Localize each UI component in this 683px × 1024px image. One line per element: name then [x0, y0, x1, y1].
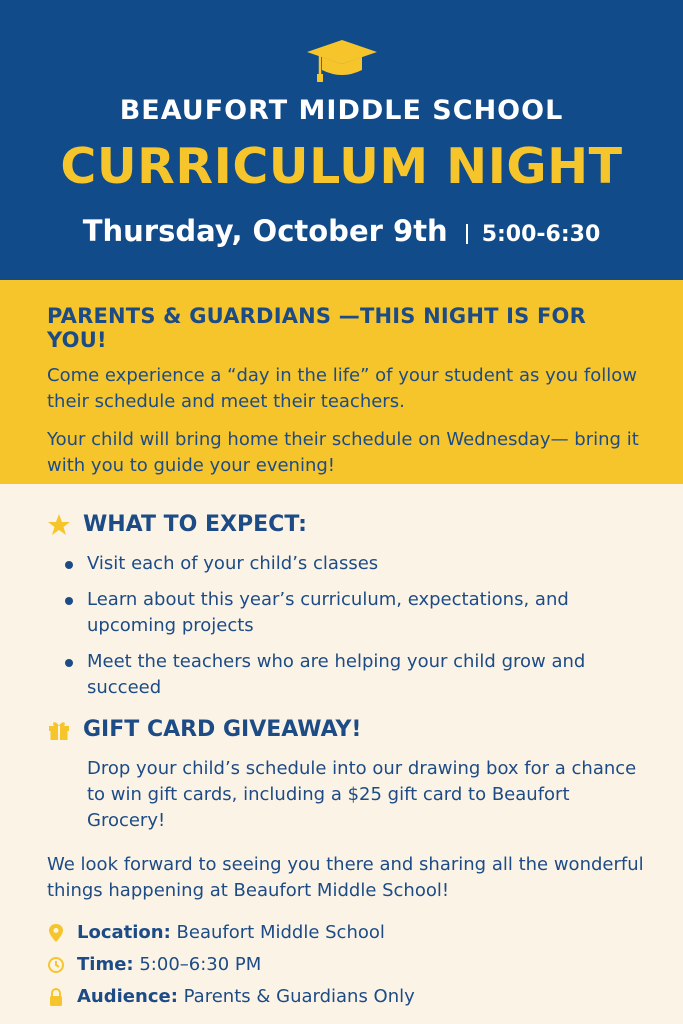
- lock-icon: [47, 987, 65, 1007]
- event-dateline: [0, 214, 683, 248]
- time-value: 5:00–6:30 PM: [139, 954, 262, 975]
- bullet: [65, 659, 73, 667]
- list-item: [65, 551, 653, 577]
- giveaway-header: [47, 717, 653, 742]
- intro-paragraph-2: Your child will bring home their schedule on Wednesday— bring it with you to guide your evening!: [47, 429, 639, 476]
- event-title: CURRICULUM NIGHT: [60, 138, 623, 195]
- graduation-cap-icon: [305, 38, 379, 84]
- event-date: Thursday, October 9th: [82, 214, 448, 248]
- list-item-text: Meet the teachers who are helping your child grow and succeed: [87, 651, 586, 698]
- time-label: Time:: [77, 954, 134, 975]
- expect-header: [47, 512, 653, 537]
- list-item-text: Learn about this year’s curriculum, expectations, and upcoming projects: [87, 589, 569, 636]
- header-banner: [0, 0, 683, 280]
- audience-label: Audience:: [77, 986, 178, 1007]
- list-item: [65, 587, 653, 639]
- audience-value: Parents & Guardians Only: [183, 986, 415, 1007]
- location-pin-icon: [47, 923, 65, 943]
- expect-heading: WHAT TO EXPECT:: [83, 512, 307, 537]
- main-content: [0, 484, 683, 1024]
- detail-audience: [47, 984, 653, 1010]
- list-item: [65, 649, 653, 701]
- divider: [466, 224, 468, 244]
- school-name: BEAUFORT MIDDLE SCHOOL: [119, 95, 564, 126]
- closing-message: We look forward to seeing you there and sharing all the wonderful things happening at Beaufort Middle School!: [47, 854, 644, 901]
- clock-icon: [47, 955, 65, 975]
- star-icon: [47, 513, 71, 537]
- intro-paragraph-1: Come experience a “day in the life” of your student as you follow their schedule and meet their teachers.: [47, 365, 637, 412]
- event-details: [47, 920, 653, 1010]
- detail-location: [47, 920, 653, 946]
- bullet: [65, 561, 73, 569]
- expect-list: [47, 551, 653, 701]
- location-label: Location:: [77, 922, 171, 943]
- detail-time: [47, 952, 653, 978]
- list-item-text: Visit each of your child’s classes: [87, 553, 379, 574]
- intro-heading: PARENTS & GUARDIANS —THIS NIGHT IS FOR YOU!: [47, 304, 586, 352]
- giveaway-text: Drop your child’s schedule into our drawing box for a chance to win gift cards, including a $25 gift card to Beaufort Grocery!: [87, 758, 637, 831]
- event-time: 5:00-6:30: [481, 222, 601, 247]
- gift-icon: [47, 718, 71, 742]
- giveaway-heading: GIFT CARD GIVEAWAY!: [83, 717, 362, 742]
- bullet: [65, 597, 73, 605]
- location-value: Beaufort Middle School: [176, 922, 385, 943]
- intro-section: [0, 280, 683, 484]
